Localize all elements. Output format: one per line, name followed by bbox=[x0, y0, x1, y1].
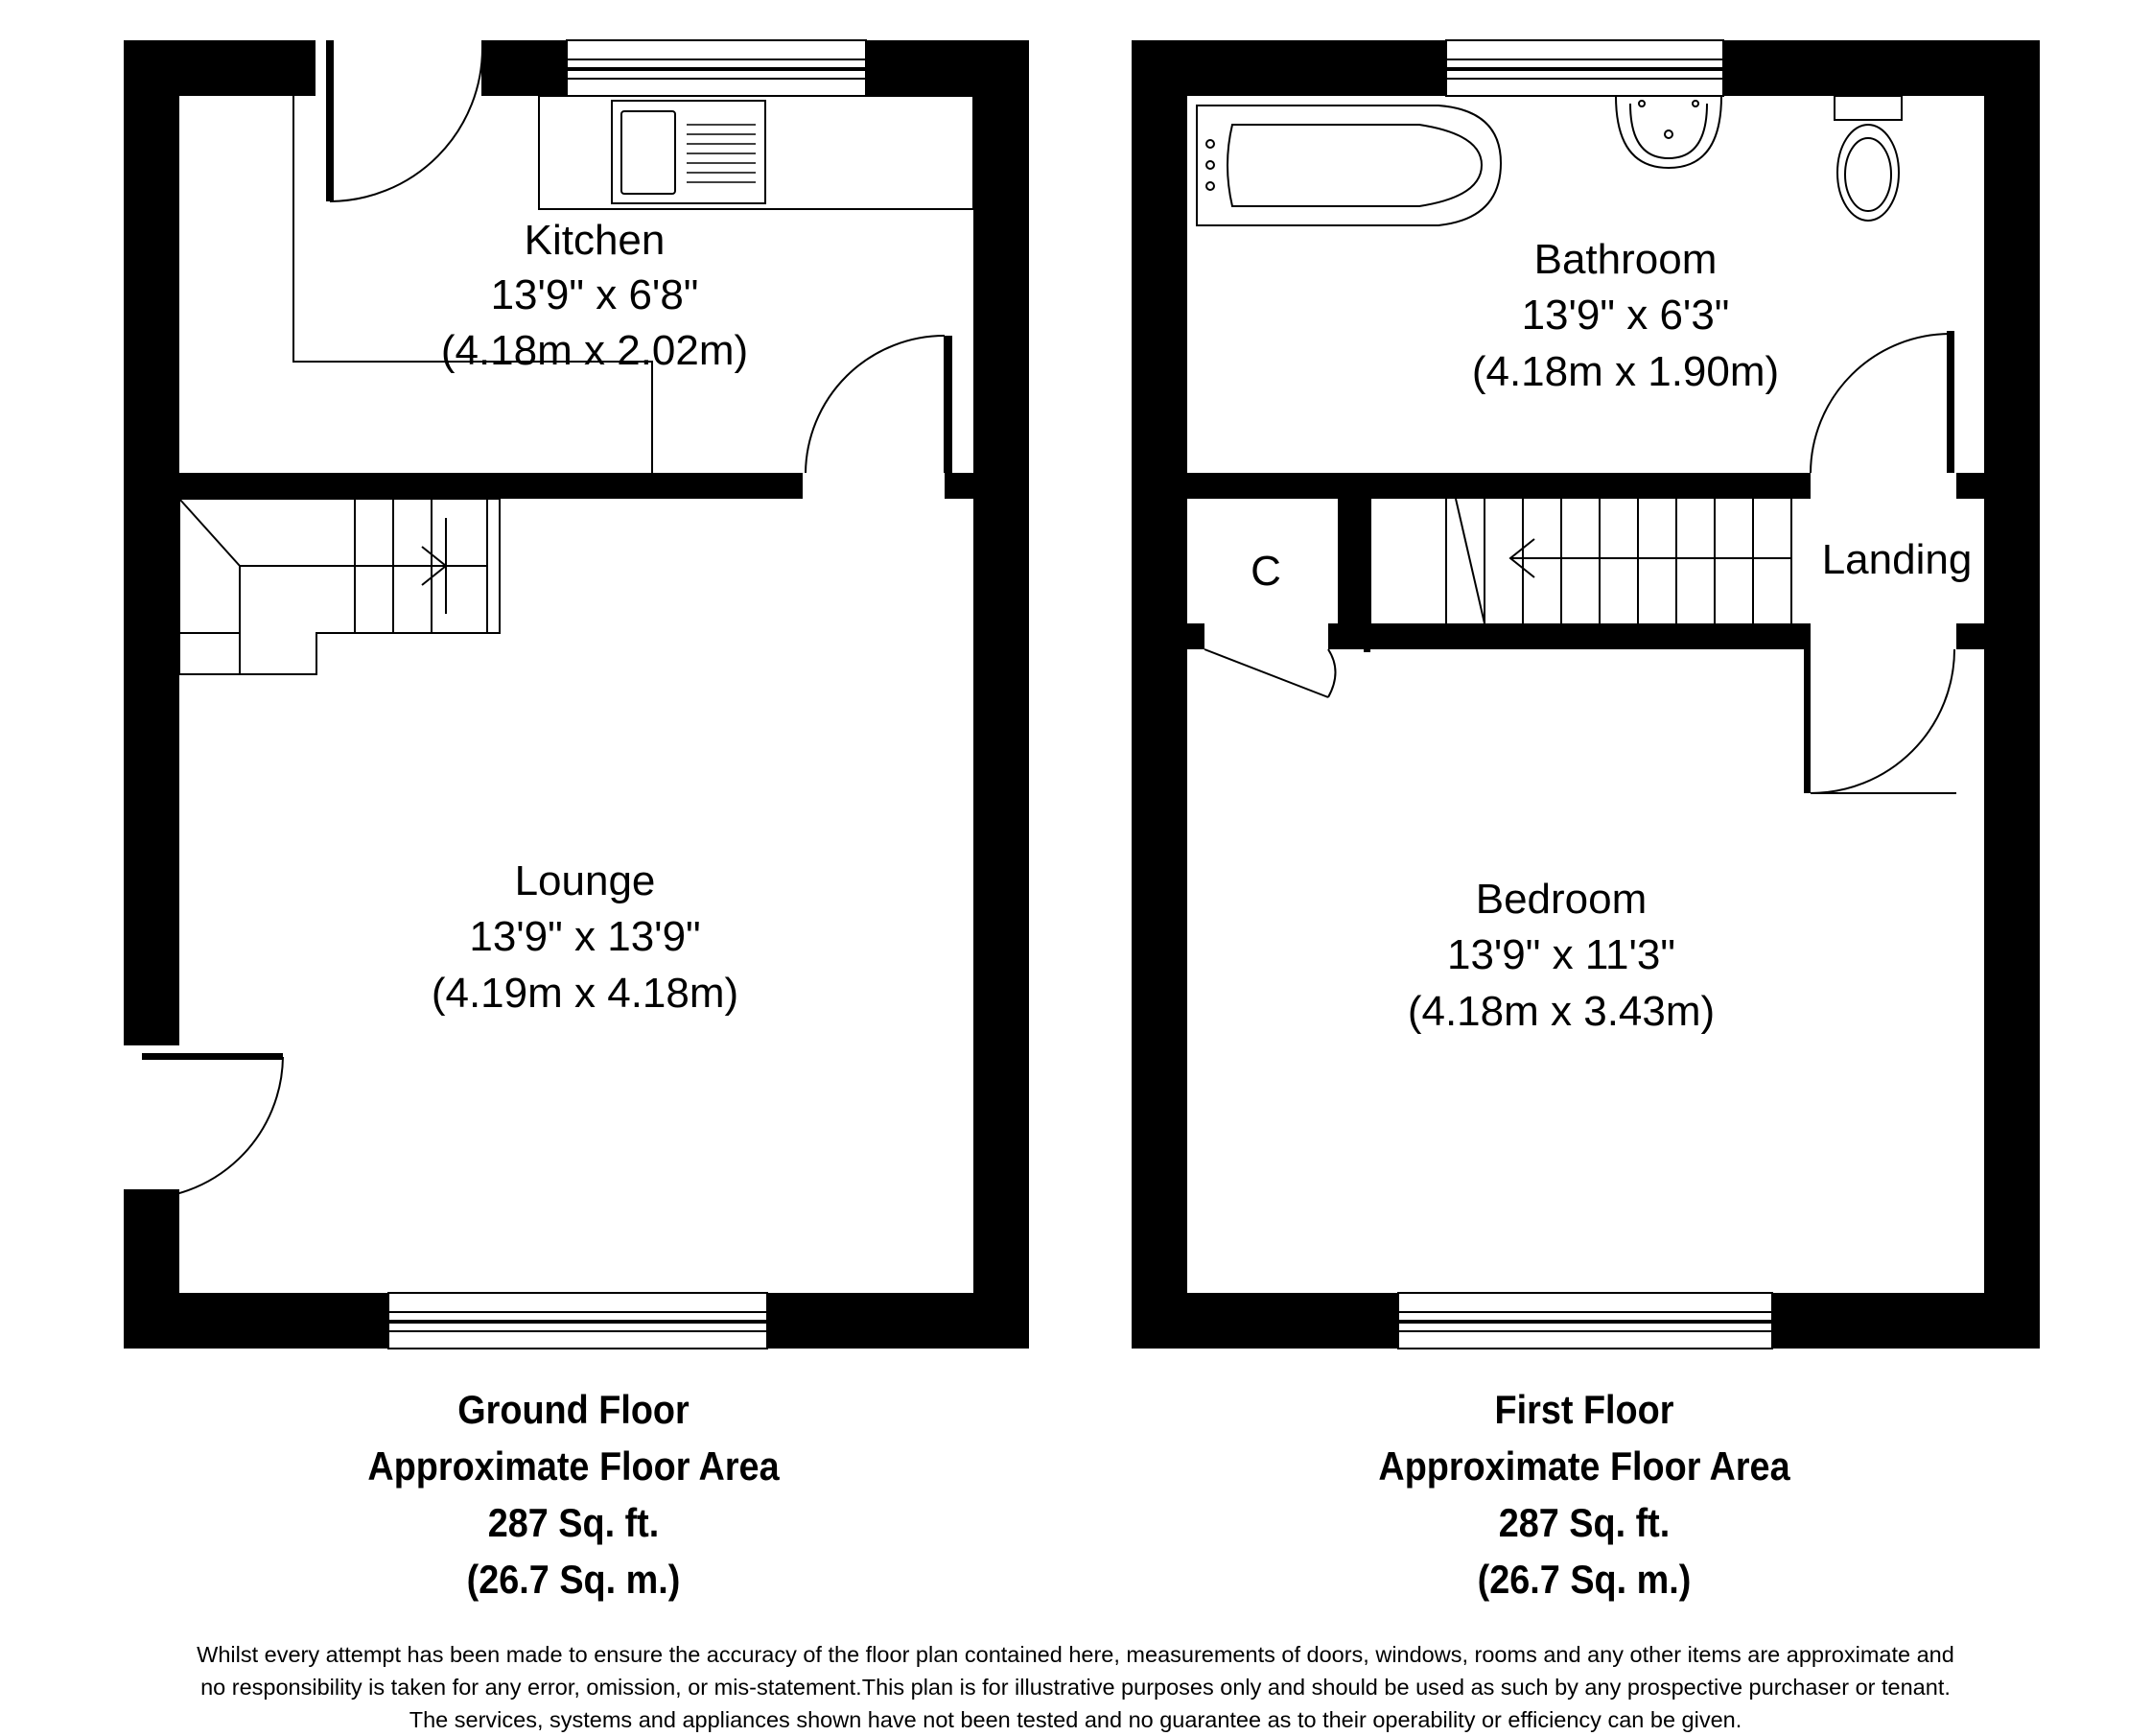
ground-floor-area-sqm: (26.7 Sq. m.) bbox=[466, 1557, 681, 1602]
lounge-window bbox=[388, 1293, 767, 1349]
cupboard-label: C bbox=[1251, 548, 1281, 595]
bedroom-imperial-dimensions: 13'9" x 11'3" bbox=[1446, 931, 1676, 978]
lounge-name: Lounge bbox=[514, 857, 656, 904]
kitchen-window bbox=[567, 40, 866, 96]
bedroom-name: Bedroom bbox=[1475, 876, 1648, 923]
landing-label: Landing bbox=[1821, 536, 1973, 583]
first-floor-caption bbox=[1282, 1381, 1886, 1607]
bathroom-metric-dimensions: (4.18m x 1.90m) bbox=[1471, 348, 1780, 395]
first-floor-area-label: Approximate Floor Area bbox=[1378, 1443, 1790, 1489]
lounge-front-door bbox=[134, 1057, 283, 1199]
lounge-metric-dimensions: (4.19m x 4.18m) bbox=[431, 970, 739, 1017]
first-floor-area-sqm: (26.7 Sq. m.) bbox=[1477, 1557, 1692, 1602]
lounge-imperial-dimensions: 13'9" x 13'9" bbox=[469, 913, 701, 960]
bathtub-icon bbox=[1197, 106, 1501, 225]
kitchen-label bbox=[441, 217, 748, 374]
ground-floor-staircase bbox=[179, 499, 500, 674]
disclaimer-line-3: The services, systems and appliances shown have not been tested and no guarantee as to their operability or efficiency can be given. bbox=[409, 1707, 1742, 1732]
disclaimer-line-1: Whilst every attempt has been made to ensure the accuracy of the floor plan contained here, measurements of doors, windows, rooms and any other items are approximate and bbox=[197, 1642, 1954, 1667]
kitchen-lounge-door bbox=[806, 336, 945, 473]
kitchen-name: Kitchen bbox=[524, 217, 666, 264]
washbasin-icon bbox=[1616, 96, 1721, 168]
lounge-label bbox=[432, 857, 738, 1017]
first-floor-plan bbox=[1132, 40, 2040, 1349]
first-floor-title: First Floor bbox=[1494, 1387, 1674, 1432]
bathroom-door bbox=[1811, 331, 1951, 473]
bathroom-imperial-dimensions: 13'9" x 6'3" bbox=[1521, 292, 1730, 339]
bedroom-label bbox=[1408, 876, 1715, 1035]
kitchen-metric-dimensions: (4.18m x 2.02m) bbox=[440, 327, 749, 374]
first-floor-area-sqft: 287 Sq. ft. bbox=[1498, 1500, 1671, 1545]
bathroom-label bbox=[1472, 236, 1779, 395]
disclaimer-line-2: no responsibility is taken for any error, omission, or mis-statement.This plan is for illustrative purposes only and should be used as such by any prospective purchaser or tenant. bbox=[200, 1675, 1951, 1700]
kitchen-imperial-dimensions: 13'9" x 6'8" bbox=[490, 271, 699, 318]
ground-floor-plan bbox=[124, 40, 1029, 1349]
ground-floor-caption bbox=[271, 1381, 876, 1607]
ground-floor-area-sqft: 287 Sq. ft. bbox=[487, 1500, 660, 1545]
ground-floor-title: Ground Floor bbox=[457, 1387, 690, 1432]
bathroom-name: Bathroom bbox=[1533, 236, 1718, 283]
bedroom-window bbox=[1398, 1293, 1772, 1349]
bathroom-window bbox=[1446, 40, 1723, 96]
ground-floor-area-label: Approximate Floor Area bbox=[367, 1443, 780, 1489]
kitchen-sink-icon bbox=[612, 101, 765, 203]
kitchen-back-door bbox=[330, 40, 482, 201]
toilet-icon bbox=[1835, 96, 1902, 221]
bedroom-door bbox=[1811, 649, 1956, 793]
disclaimer bbox=[38, 1638, 2113, 1736]
first-floor-staircase bbox=[1370, 499, 1791, 623]
cupboard-door bbox=[1204, 649, 1336, 697]
bedroom-metric-dimensions: (4.18m x 3.43m) bbox=[1407, 988, 1716, 1035]
